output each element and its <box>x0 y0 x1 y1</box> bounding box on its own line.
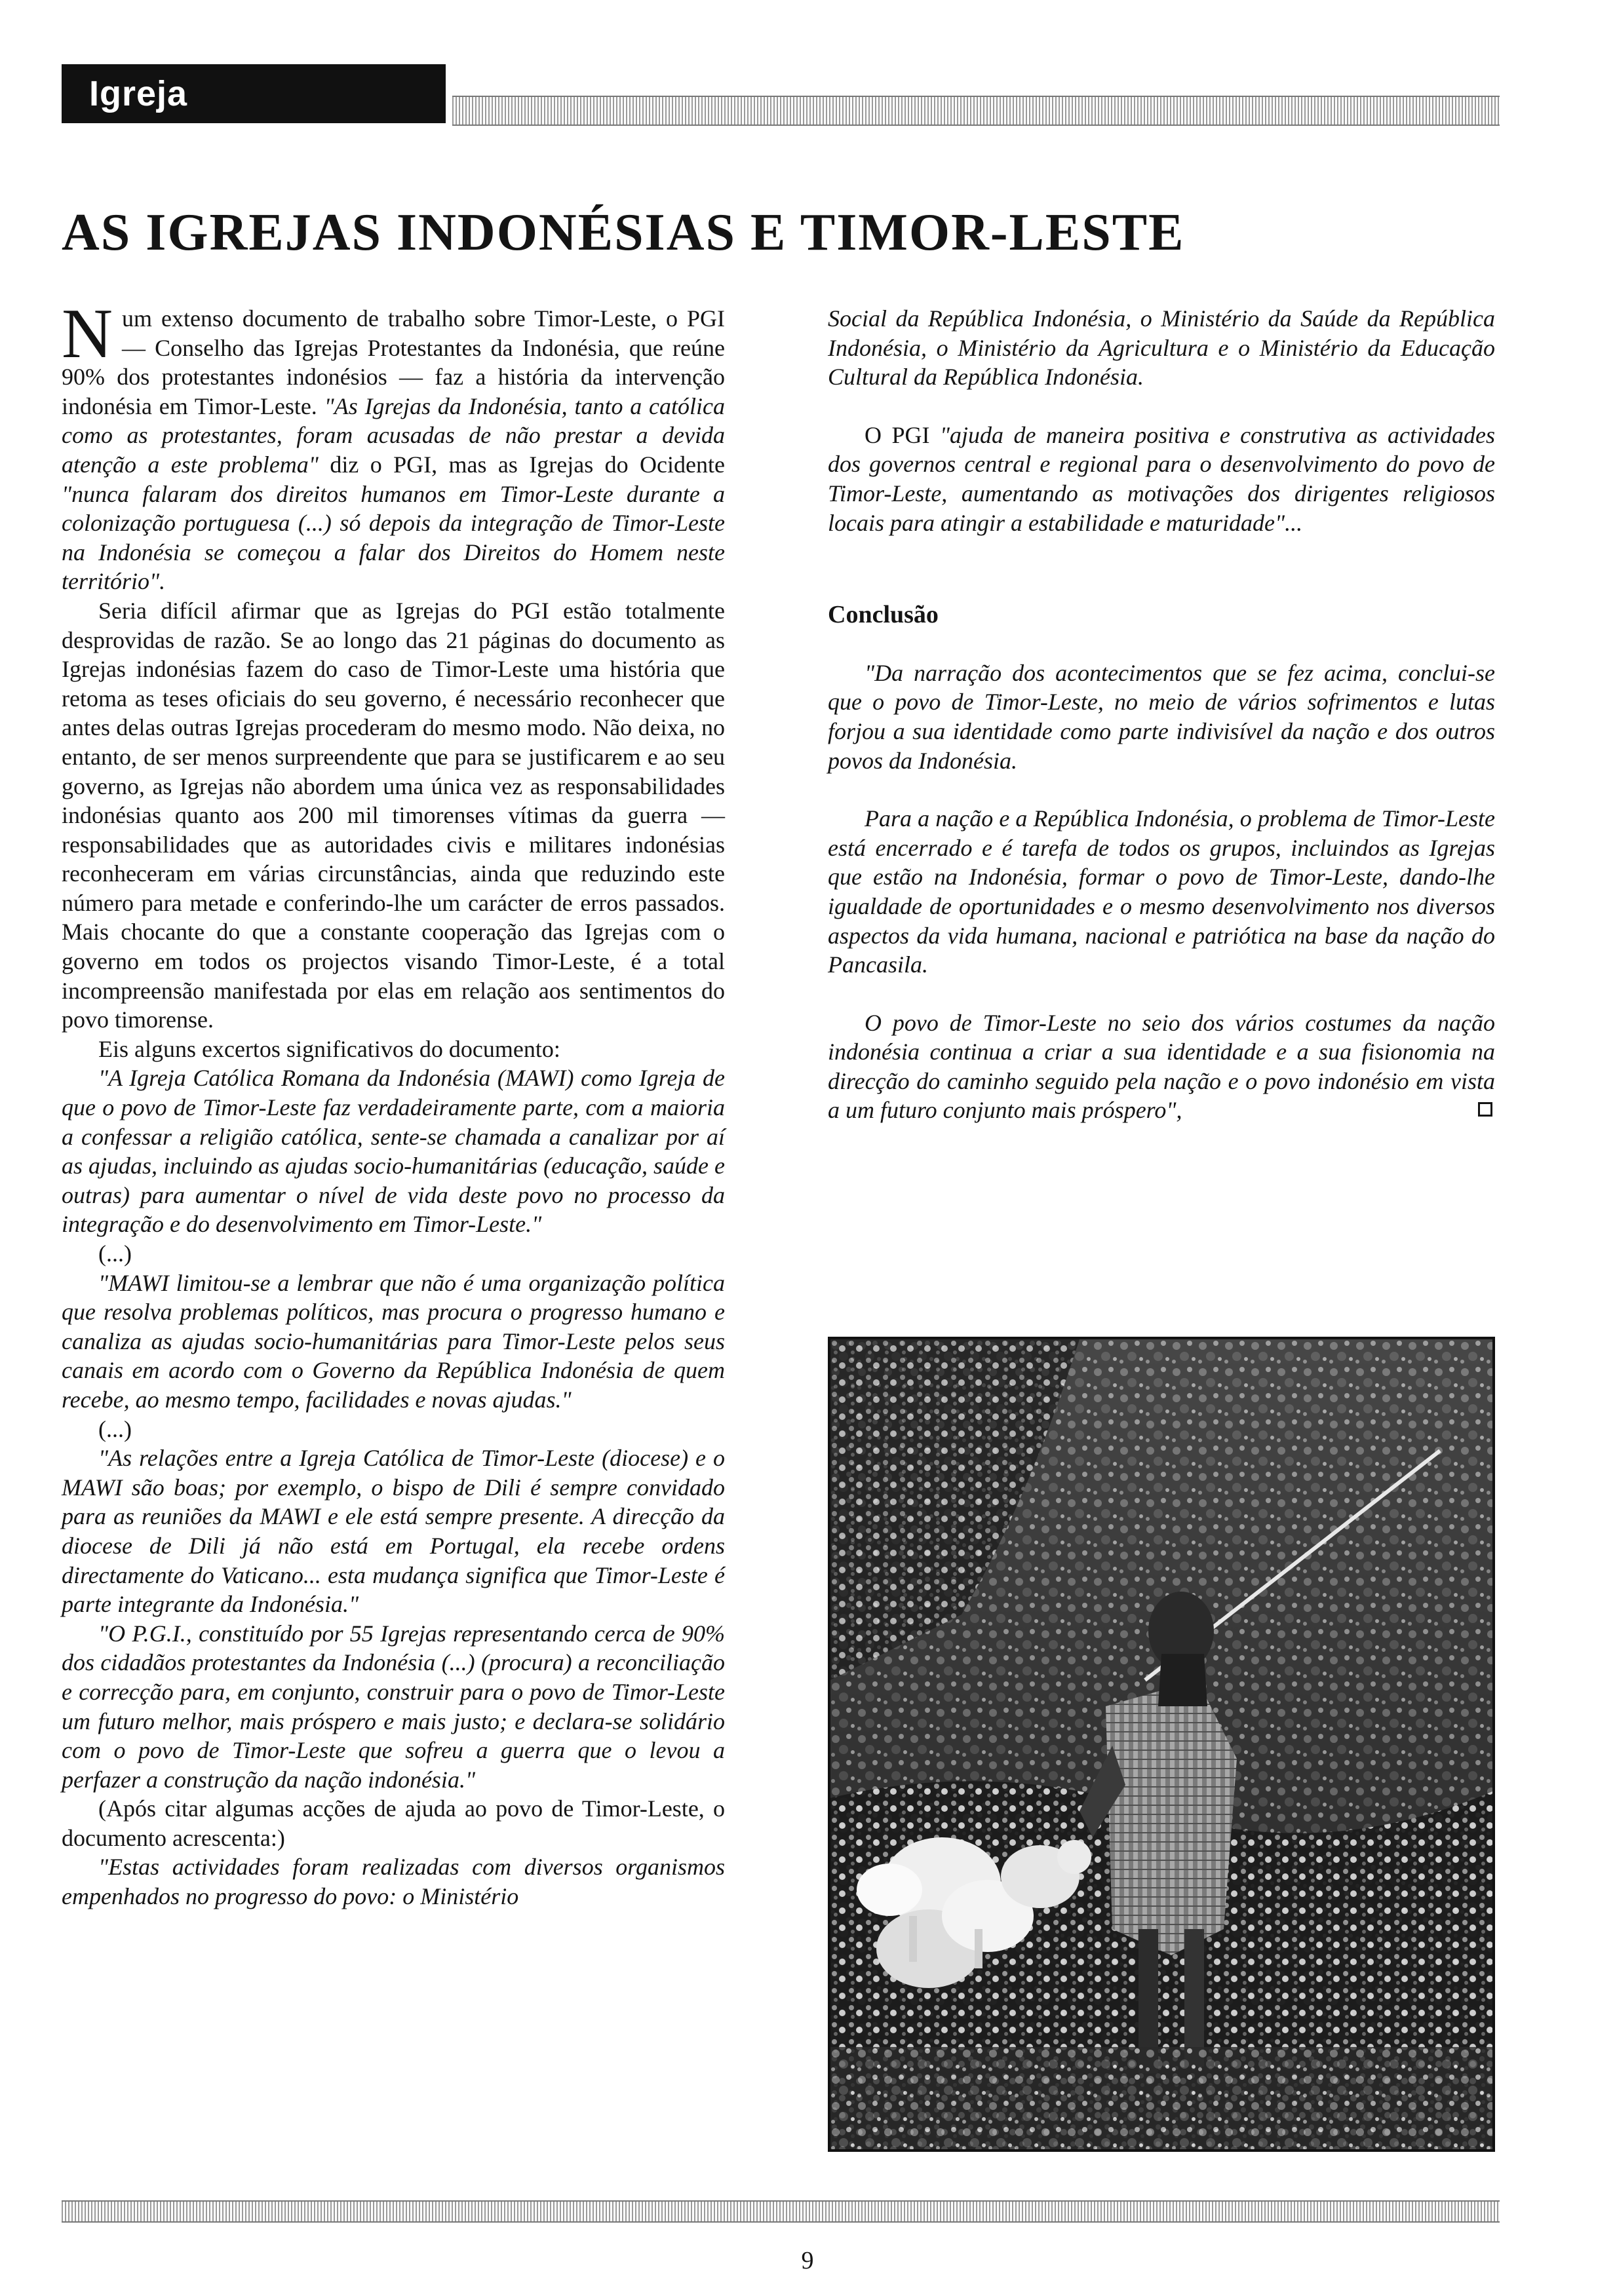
paragraph-aside: (Após citar algumas acções de ajuda ao povo de Timor-Leste, o documento acrescenta:) <box>62 1795 725 1851</box>
article-title: AS IGREJAS INDONÉSIAS E TIMOR-LESTE <box>62 204 1185 261</box>
conclusion-paragraph-3 <box>828 1008 1495 1125</box>
quote-mawi-2: "MAWI limitou-se a lembrar que não é uma organização política que resolva problemas políticos, mas procura o progresso humano e canaliza as ajudas socio-humanitárias para Timor-Leste pelos seus canais em acordo com o Governo da República Indonésia de quem recebe, ao mesmo tempo, facilidades e novas ajudas." <box>62 1269 725 1413</box>
intro-text: um extenso documento de trabalho sobre Timor-Leste, o PGI — Conselho das Igrejas Protestantes da Indonésia, que reúne 90% dos protestantes indonésios — faz a história da intervenção indonésia em Timor-Leste. <box>62 305 725 419</box>
paragraph-intro <box>62 295 725 596</box>
quote-pgi-2: "Estas actividades foram realizadas com diversos organismos empenhados no progresso do povo: o Ministério <box>62 1854 725 1910</box>
article-column-left <box>62 295 725 1911</box>
footer-rule <box>62 2200 1500 2223</box>
photo-shepherd-with-goats <box>828 1337 1495 2152</box>
section-label: Igreja <box>62 64 446 123</box>
quote-pgi-2-continued: Social da República Indonésia, o Ministério da Saúde da República Indonésia, o Ministério da Agricultura e o Ministério da Educação Cultural da República Indonésia. <box>828 305 1495 391</box>
paragraph-pgi <box>828 421 1495 537</box>
page-number: 9 <box>801 2247 814 2274</box>
intro-text-2: diz o PGI, mas as Igrejas do Ocidente <box>318 451 725 478</box>
ellipsis-1: (...) <box>98 1240 132 1267</box>
quote-mawi-1: "A Igreja Católica Romana da Indonésia (MAWI) como Igreja de que o povo de Timor-Leste faz verdadeiramente parte, com a maioria a confessar a religião católica, sente-se chamada a canalizar por aí as ajudas, incluindo as ajudas socio-humanitárias (educação, saúde e outras) para aumentar o nível de vida deste povo no processo da integração e do desenvolvimento em Timor-Leste." <box>62 1065 725 1238</box>
drop-cap: N <box>62 295 113 373</box>
conclusion-paragraph-1: "Da narração dos acontecimentos que se fez acima, conclui-se que o povo de Timor-Leste, no meio de vários sofrimentos e lutas forjou a sua identidade como parte indivisível da nação e dos outros povos da Indonésia. <box>828 659 1495 774</box>
intro-quote: "As Igrejas da Indonésia, tanto a católica como as protestantes, foram acusadas de não prestar a devida atenção a este problema" <box>62 392 725 478</box>
conclusion-text-3: O povo de Timor-Leste no seio dos vários costumes da nação indonésia continua a criar a sua identidade e a sua fisionomia na direcção do caminho seguido pela nação e o povo indonésio em vista a um futuro conjunto mais próspero", <box>828 1009 1495 1124</box>
conclusion-heading: Conclusão <box>828 601 939 629</box>
quote-pgi-1: "O P.G.I., constituído por 55 Igrejas representando cerca de 90% dos cidadãos protestantes da Indonésia (...) (procura) a reconciliação e correcção para, em conjunto, construir para o povo de Timor-Leste um futuro melhor, mais próspero e mais justo; e declara-se solidário com o povo de Timor-Leste que sofreu a guerra que o levou a perfazer a construção da nação indonésia." <box>62 1620 725 1793</box>
quote-mawi-3: "As relações entre a Igreja Católica de Timor-Leste (diocese) e o MAWI são boas; por exemplo, o bispo de Dili é sempre convidado para as reuniões da MAWI e ele está sempre presente. A direcção da diocese de Dili já não está em Portugal, ela recebe ordens directamente do Vaticano... esta mudança significa que Timor-Leste é parte integrante da Indonésia." <box>62 1445 725 1618</box>
conclusion-paragraph-2: Para a nação e a República Indonésia, o problema de Timor-Leste está encerrado e é tarefa de todos os grupos, incluindos as Igrejas que estão na Indonésia, formar o povo de Timor-Leste, dando-lhe igualdade de oportunidades e o mesmo desenvolvimento nos diversos aspectos da vida humana, nacional e patriótica na base da nação do Pancasila. <box>828 805 1495 978</box>
paragraph-excerpts-intro: Eis alguns excertos significativos do documento: <box>98 1035 560 1062</box>
paragraph-analysis: Seria difícil afirmar que as Igrejas do PGI estão totalmente desprovidas de razão. Se ao longo das 21 páginas do documento as Igrejas indonésias fazem do caso de Timor-Leste uma história que retoma as teses oficiais do seu governo, é necessário reconhecer que antes delas outras Igrejas procederam do mesmo modo. Não deixa, no entanto, de ser menos surpreendente que para se justificarem e ao seu governo, as Igrejas não abordem uma única vez as responsabilidades indonésias quanto aos 200 mil timorenses vítimas da guerra — responsabilidades que as autoridades civis e militares indonésias reconheceram em várias circunstâncias, ainda que reduzindo este número para metade e conferindo-lhe um carácter de erros passados. Mais chocante do que a constante cooperação das Igrejas com o governo em todos os projectos visando Timor-Leste, é a total incompreensão manifestada por elas em relação aos sentimentos do povo timorense. <box>62 597 725 1033</box>
intro-quote-2: "nunca falaram dos direitos humanos em Timor-Leste durante a colonização portuguesa (...) só depois da integração de Timor-Leste na Indonésia se começou a falar dos Direitos do Homem neste território". <box>62 480 725 595</box>
article-column-right <box>828 304 1495 1125</box>
header-rule <box>452 96 1500 126</box>
end-of-article-icon <box>1478 1102 1492 1117</box>
ellipsis-2: (...) <box>98 1415 132 1442</box>
pgi-quote: "ajuda de maneira positiva e construtiva as actividades dos governos central e regional para o desenvolvimento do povo de Timor-Leste, aumentando as motivações dos dirigentes religiosos locais para atingir a estabilidade e maturidade"... <box>828 421 1495 536</box>
pgi-text: O PGI <box>865 421 940 448</box>
